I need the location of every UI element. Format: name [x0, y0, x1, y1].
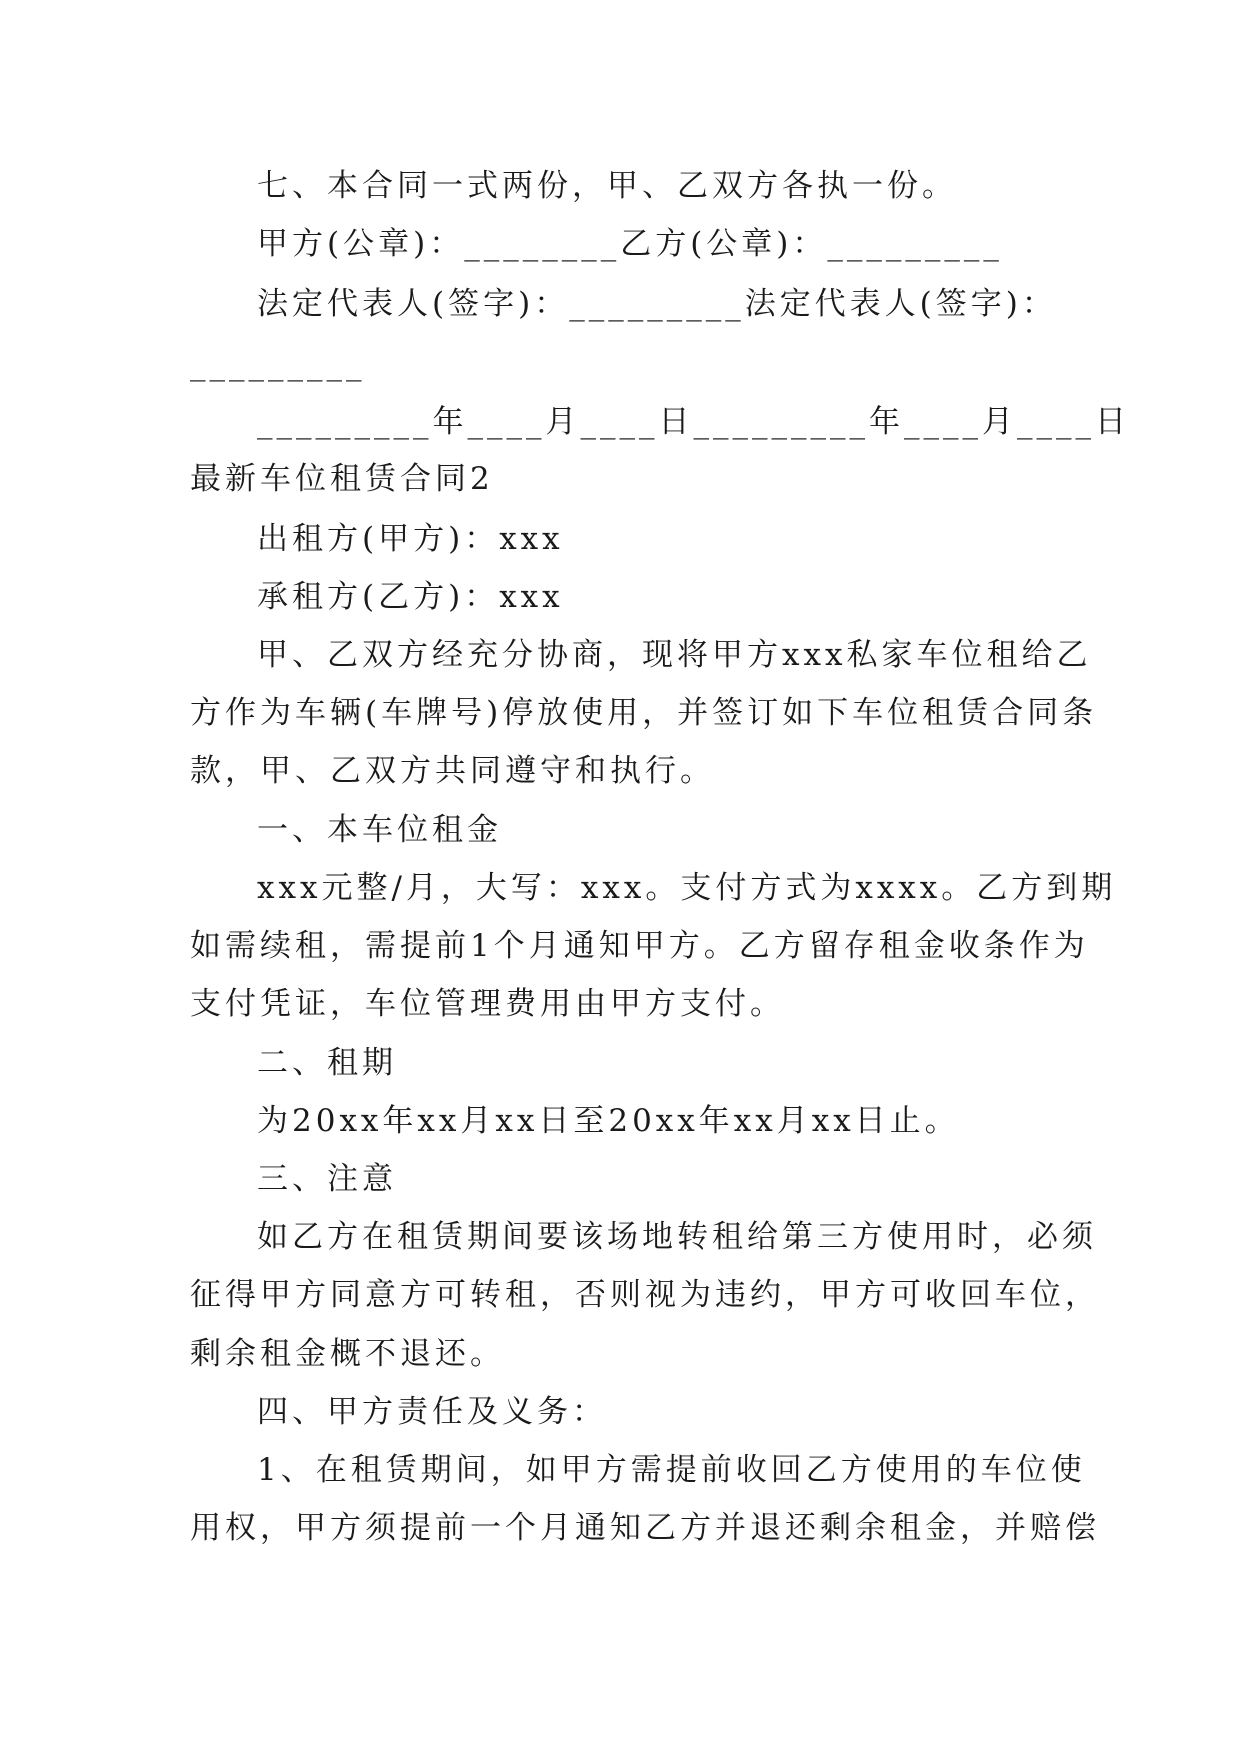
clause-7-copies: 七、本合同一式两份，甲、乙双方各执一份。: [257, 168, 957, 204]
rent-text: 如需续租，需提前1个月通知甲方。乙方留存租金收条作为: [190, 928, 1089, 964]
contract-title: 最新车位租赁合同2: [190, 461, 494, 497]
preamble-text: 方作为车辆(车牌号)停放使用，并签订如下车位租赁合同条: [190, 695, 1098, 731]
date-line: _________年____月____日_________年____月____日: [257, 404, 1130, 440]
preamble-text: 款，甲、乙双方共同遵守和执行。: [190, 753, 715, 789]
notice-text: 征得甲方同意方可转租，否则视为违约，甲方可收回车位，: [190, 1277, 1100, 1313]
section-heading-rent: 一、本车位租金: [257, 812, 502, 848]
rent-text: xxx元整/月，大写：xxx。支付方式为xxxx。乙方到期: [257, 870, 1117, 906]
party-seals-line: 甲方(公章)：________乙方(公章)：_________: [257, 226, 1003, 262]
legal-rep-signature-blank: _________: [190, 346, 366, 382]
lessor-line: 出租方(甲方)：xxx: [257, 521, 564, 557]
preamble-text: 甲、乙双方经充分协商，现将甲方xxx私家车位租给乙: [257, 637, 1092, 673]
legal-rep-signature-line: 法定代表人(签字)：_________法定代表人(签字)：: [257, 286, 1057, 322]
section-heading-lessor-duties: 四、甲方责任及义务：: [257, 1394, 607, 1430]
section-heading-term: 二、租期: [257, 1045, 397, 1081]
lessor-duties-text: 1、在租赁期间，如甲方需提前收回乙方使用的车位使: [257, 1452, 1086, 1488]
section-heading-notice: 三、注意: [257, 1161, 397, 1197]
notice-text: 如乙方在租赁期间要该场地转租给第三方使用时，必须: [257, 1219, 1097, 1255]
lessee-line: 承租方(乙方)：xxx: [257, 579, 564, 615]
rent-text: 支付凭证，车位管理费用由甲方支付。: [190, 986, 785, 1022]
notice-text: 剩余租金概不退还。: [190, 1336, 505, 1372]
lessor-duties-text: 用权，甲方须提前一个月通知乙方并退还剩余租金，并赔偿: [190, 1510, 1100, 1546]
term-text: 为20xx年xx月xx日至20xx年xx月xx日止。: [257, 1103, 960, 1139]
